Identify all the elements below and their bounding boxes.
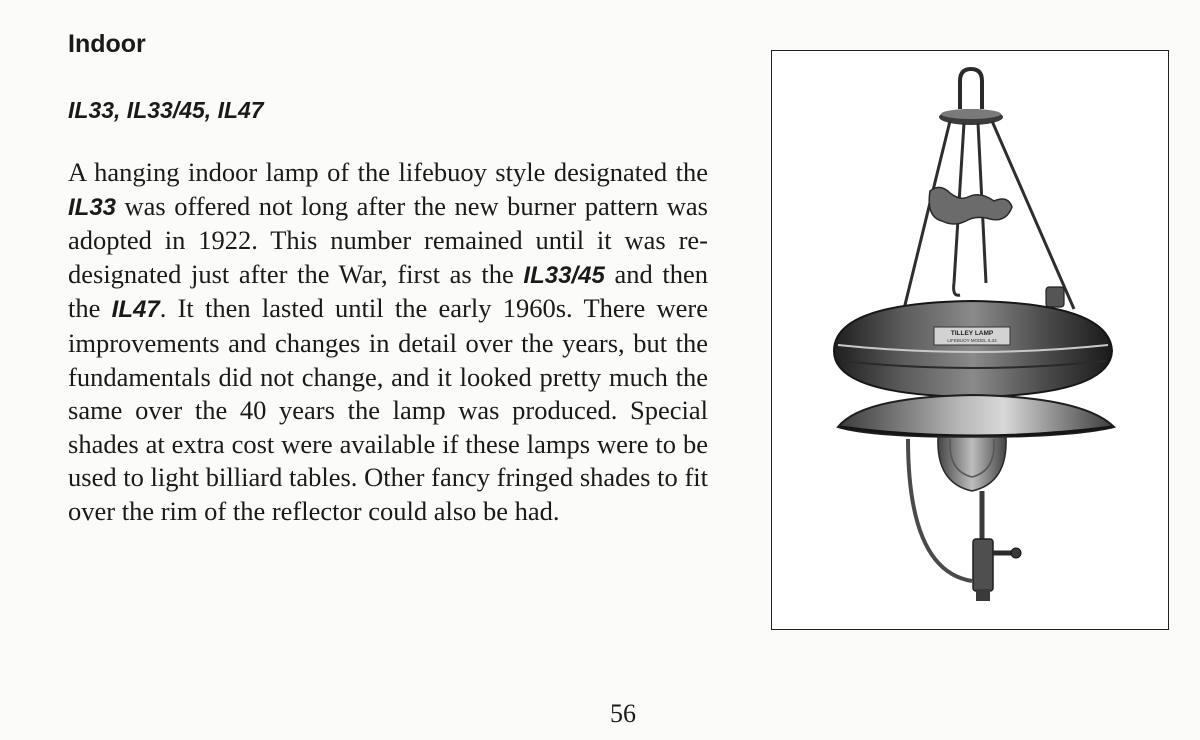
- page-number: 56: [610, 699, 636, 728]
- control-valve: [973, 539, 993, 591]
- model-ref-il33: IL33: [68, 193, 117, 221]
- hanging-ring: [960, 69, 982, 109]
- body-paragraph: [68, 156, 708, 529]
- lifebuoy-lamp-illustration: [772, 51, 1168, 629]
- model-numbers-heading: IL33, IL33/45, IL47: [68, 97, 264, 123]
- text-run: was offered not long after the new burner pattern was adopted in 1922. This number remained until it was re-designated just after the War, first as the: [68, 190, 708, 289]
- burner-housing: [938, 437, 1006, 491]
- name-plate: [934, 327, 1010, 345]
- plate-line-2: LIFEBUOY MODEL IL33: [947, 338, 997, 343]
- model-ref-il33-45: IL33/45: [523, 261, 605, 289]
- lamp-photo-frame: [771, 50, 1169, 630]
- text-run: and then the: [68, 258, 708, 324]
- text-run: A hanging indoor lamp of the lifebuoy style designated the: [68, 157, 708, 187]
- text-run: . It then lasted until the early 1960s. There were improvements and changes in detail over the years, but the fundamentals did not change, and it looked pretty much the same over the 40 years the lamp was produced. Special shades at extra cost were available if these lamps were to be used to light billiard tables. Other fancy fringed shades to fit over the rim of the reflector could also be had.: [68, 293, 709, 526]
- section-heading: Indoor: [68, 30, 146, 58]
- decorative-bracket: [929, 187, 1012, 224]
- plate-line-1: TILLEY LAMP: [950, 330, 994, 337]
- model-ref-il47: IL47: [111, 296, 160, 324]
